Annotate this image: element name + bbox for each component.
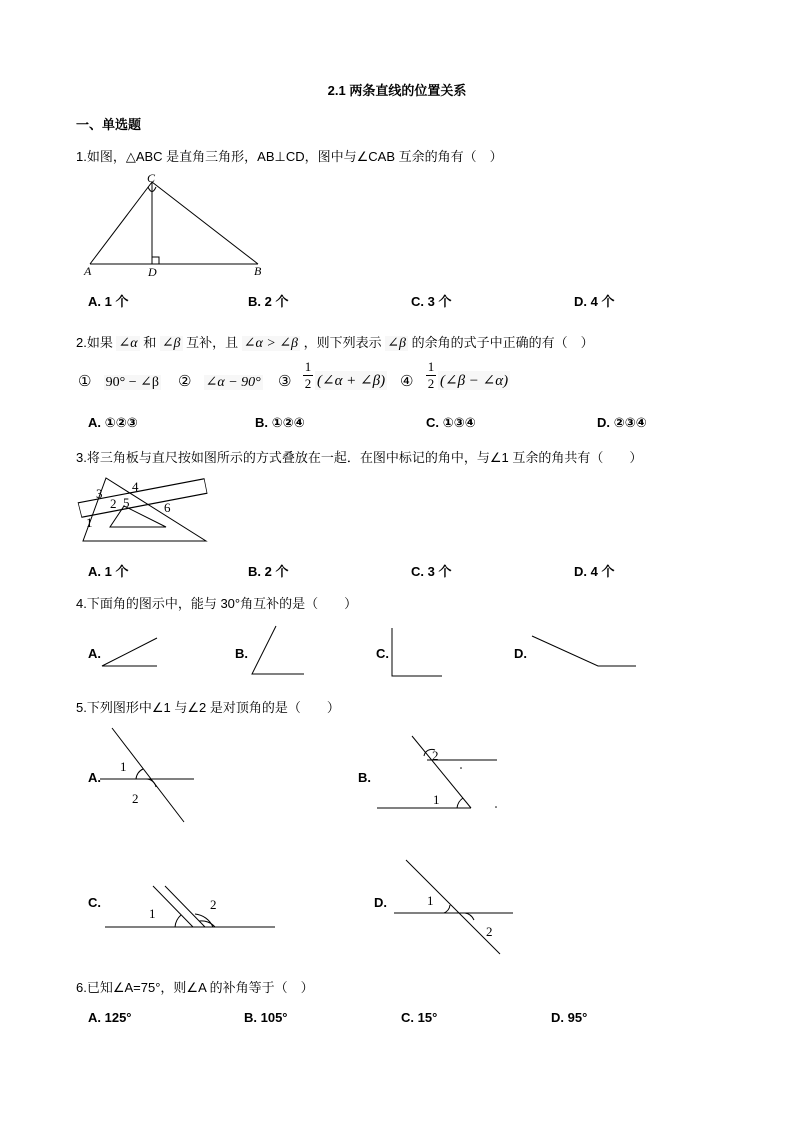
q6-option-a[interactable]: A. 125° (88, 1010, 132, 1025)
q4-option-a[interactable]: A. (88, 646, 101, 661)
question-1-stem: 1.如图，△ABC 是直角三角形，AB⊥CD，图中与∠CAB 互余的角有（ ） (76, 149, 503, 164)
q4-figure-c (390, 626, 444, 678)
triangle-inner (110, 506, 166, 527)
label-a: A (84, 264, 92, 278)
q4-option-d[interactable]: D. (514, 646, 527, 661)
expr-4-fraction (426, 359, 436, 392)
angle-label-4: 4 (132, 479, 139, 494)
q4-figure-a (100, 636, 160, 668)
expr-3-fraction (303, 359, 313, 392)
q5-option-c[interactable]: C. (88, 895, 101, 910)
expr-3-number: ③ (278, 373, 292, 390)
expr-2: ∠α − 90° (205, 375, 261, 390)
expr-4-denominator: 2 (427, 376, 435, 391)
q2-inequality: ∠α > ∠β (243, 336, 299, 351)
angle-label-6: 6 (164, 500, 171, 515)
q5-figure-d (392, 858, 517, 958)
q4-figure-d (530, 634, 638, 668)
page-title: 2.1 两条直线的位置关系 (327, 83, 467, 98)
q5d-angle-2: 2 (486, 924, 493, 939)
segment-cb (152, 182, 258, 264)
question-4-stem: 4.下面角的图示中，能与 30°角互补的是（ ） (76, 596, 358, 611)
q2-expressions (78, 372, 161, 391)
q5-figure-a (98, 724, 198, 824)
q5b-angle-2: 2 (432, 748, 439, 763)
q5-figure-c (103, 882, 278, 932)
expr-4-number: ④ (400, 373, 414, 390)
angle-label-1: 1 (86, 515, 93, 530)
q2-expression-2-wrap (178, 372, 263, 391)
expr-2-number: ② (178, 373, 192, 390)
question-1-figure (80, 172, 280, 282)
q6-option-c[interactable]: C. 15° (401, 1010, 438, 1025)
q2-text-3: 互补，且 (186, 335, 239, 350)
question-5-stem: 5.下列图形中∠1 与∠2 是对顶角的是（ ） (76, 700, 340, 715)
q5a-angle-2: 2 (132, 791, 139, 806)
q2-option-a[interactable]: A. ①②③ (88, 415, 138, 430)
label-b: B (254, 264, 262, 278)
q4-option-b[interactable]: B. (235, 646, 248, 661)
angle-label-2: 2 (110, 496, 117, 511)
question-3-stem: 3.将三角板与直尺按如图所示的方式叠放在一起．在图中标记的角中，与∠1 互余的角共有（ ） (76, 450, 643, 465)
angle-label-5: 5 (123, 495, 130, 510)
expr-3-numerator: 1 (304, 359, 312, 374)
q2-angle-beta-2: ∠β (387, 336, 406, 351)
q4-figure-b (250, 624, 306, 676)
q2-angle-alpha: ∠α (118, 336, 138, 351)
section-heading: 一、单选题 (76, 117, 142, 132)
q4-option-c[interactable]: C. (376, 646, 389, 661)
q6-option-d[interactable]: D. 95° (551, 1010, 588, 1025)
q2-expression-4-wrap (400, 372, 413, 390)
q5-option-a[interactable]: A. (88, 770, 101, 785)
q3-option-c[interactable]: C. 3 个 (411, 564, 452, 579)
q2-text-4: ，则下列表示 (303, 335, 382, 350)
expr-1: 90° − ∠β (105, 375, 159, 390)
expr-1-number: ① (78, 373, 92, 390)
angle-label-3: 3 (96, 486, 103, 501)
q1-option-c[interactable]: C. 3 个 (411, 294, 452, 309)
q2-option-c[interactable]: C. ①③④ (426, 415, 476, 430)
q2-text-1: 2.如果 (76, 335, 113, 350)
label-d: D (148, 265, 157, 279)
segment-ac (90, 182, 152, 264)
q1-option-d[interactable]: D. 4 个 (574, 294, 615, 309)
q5-option-d[interactable]: D. (374, 895, 387, 910)
q5c-angle-2: 2 (210, 897, 217, 912)
expr-3-denominator: 2 (304, 376, 312, 391)
q3-option-d[interactable]: D. 4 个 (574, 564, 615, 579)
q6-option-b[interactable]: B. 105° (244, 1010, 288, 1025)
q5-figure-b (375, 734, 505, 814)
expr-4: (∠β − ∠α) (440, 373, 509, 389)
expr-3: (∠α + ∠β) (317, 373, 386, 389)
q2-angle-beta: ∠β (161, 336, 181, 351)
q5-option-b[interactable]: B. (358, 770, 371, 785)
q2-expression-3-wrap (278, 372, 291, 390)
q3-option-b[interactable]: B. 2 个 (248, 564, 289, 579)
question-3-figure (76, 470, 216, 544)
q2-text-2: 和 (143, 335, 157, 350)
q1-option-a[interactable]: A. 1 个 (88, 294, 129, 309)
q5b-angle-1: 1 (433, 792, 440, 807)
label-c: C (147, 171, 156, 185)
question-2-stem (76, 332, 594, 352)
right-angle-mark-d (152, 257, 159, 264)
q2-option-b[interactable]: B. ①②④ (255, 415, 305, 430)
q5d-angle-1: 1 (427, 893, 434, 908)
expr-4-numerator: 1 (427, 359, 435, 374)
q3-option-a[interactable]: A. 1 个 (88, 564, 129, 579)
question-6-stem: 6.已知∠A=75°，则∠A 的补角等于（ ） (76, 980, 314, 995)
q5c-angle-1: 1 (149, 906, 156, 921)
q1-option-b[interactable]: B. 2 个 (248, 294, 289, 309)
q5a-angle-1: 1 (120, 759, 127, 774)
q2-text-5: 的余角的式子中正确的有（ ） (411, 335, 594, 350)
q2-option-d[interactable]: D. ②③④ (597, 415, 647, 430)
